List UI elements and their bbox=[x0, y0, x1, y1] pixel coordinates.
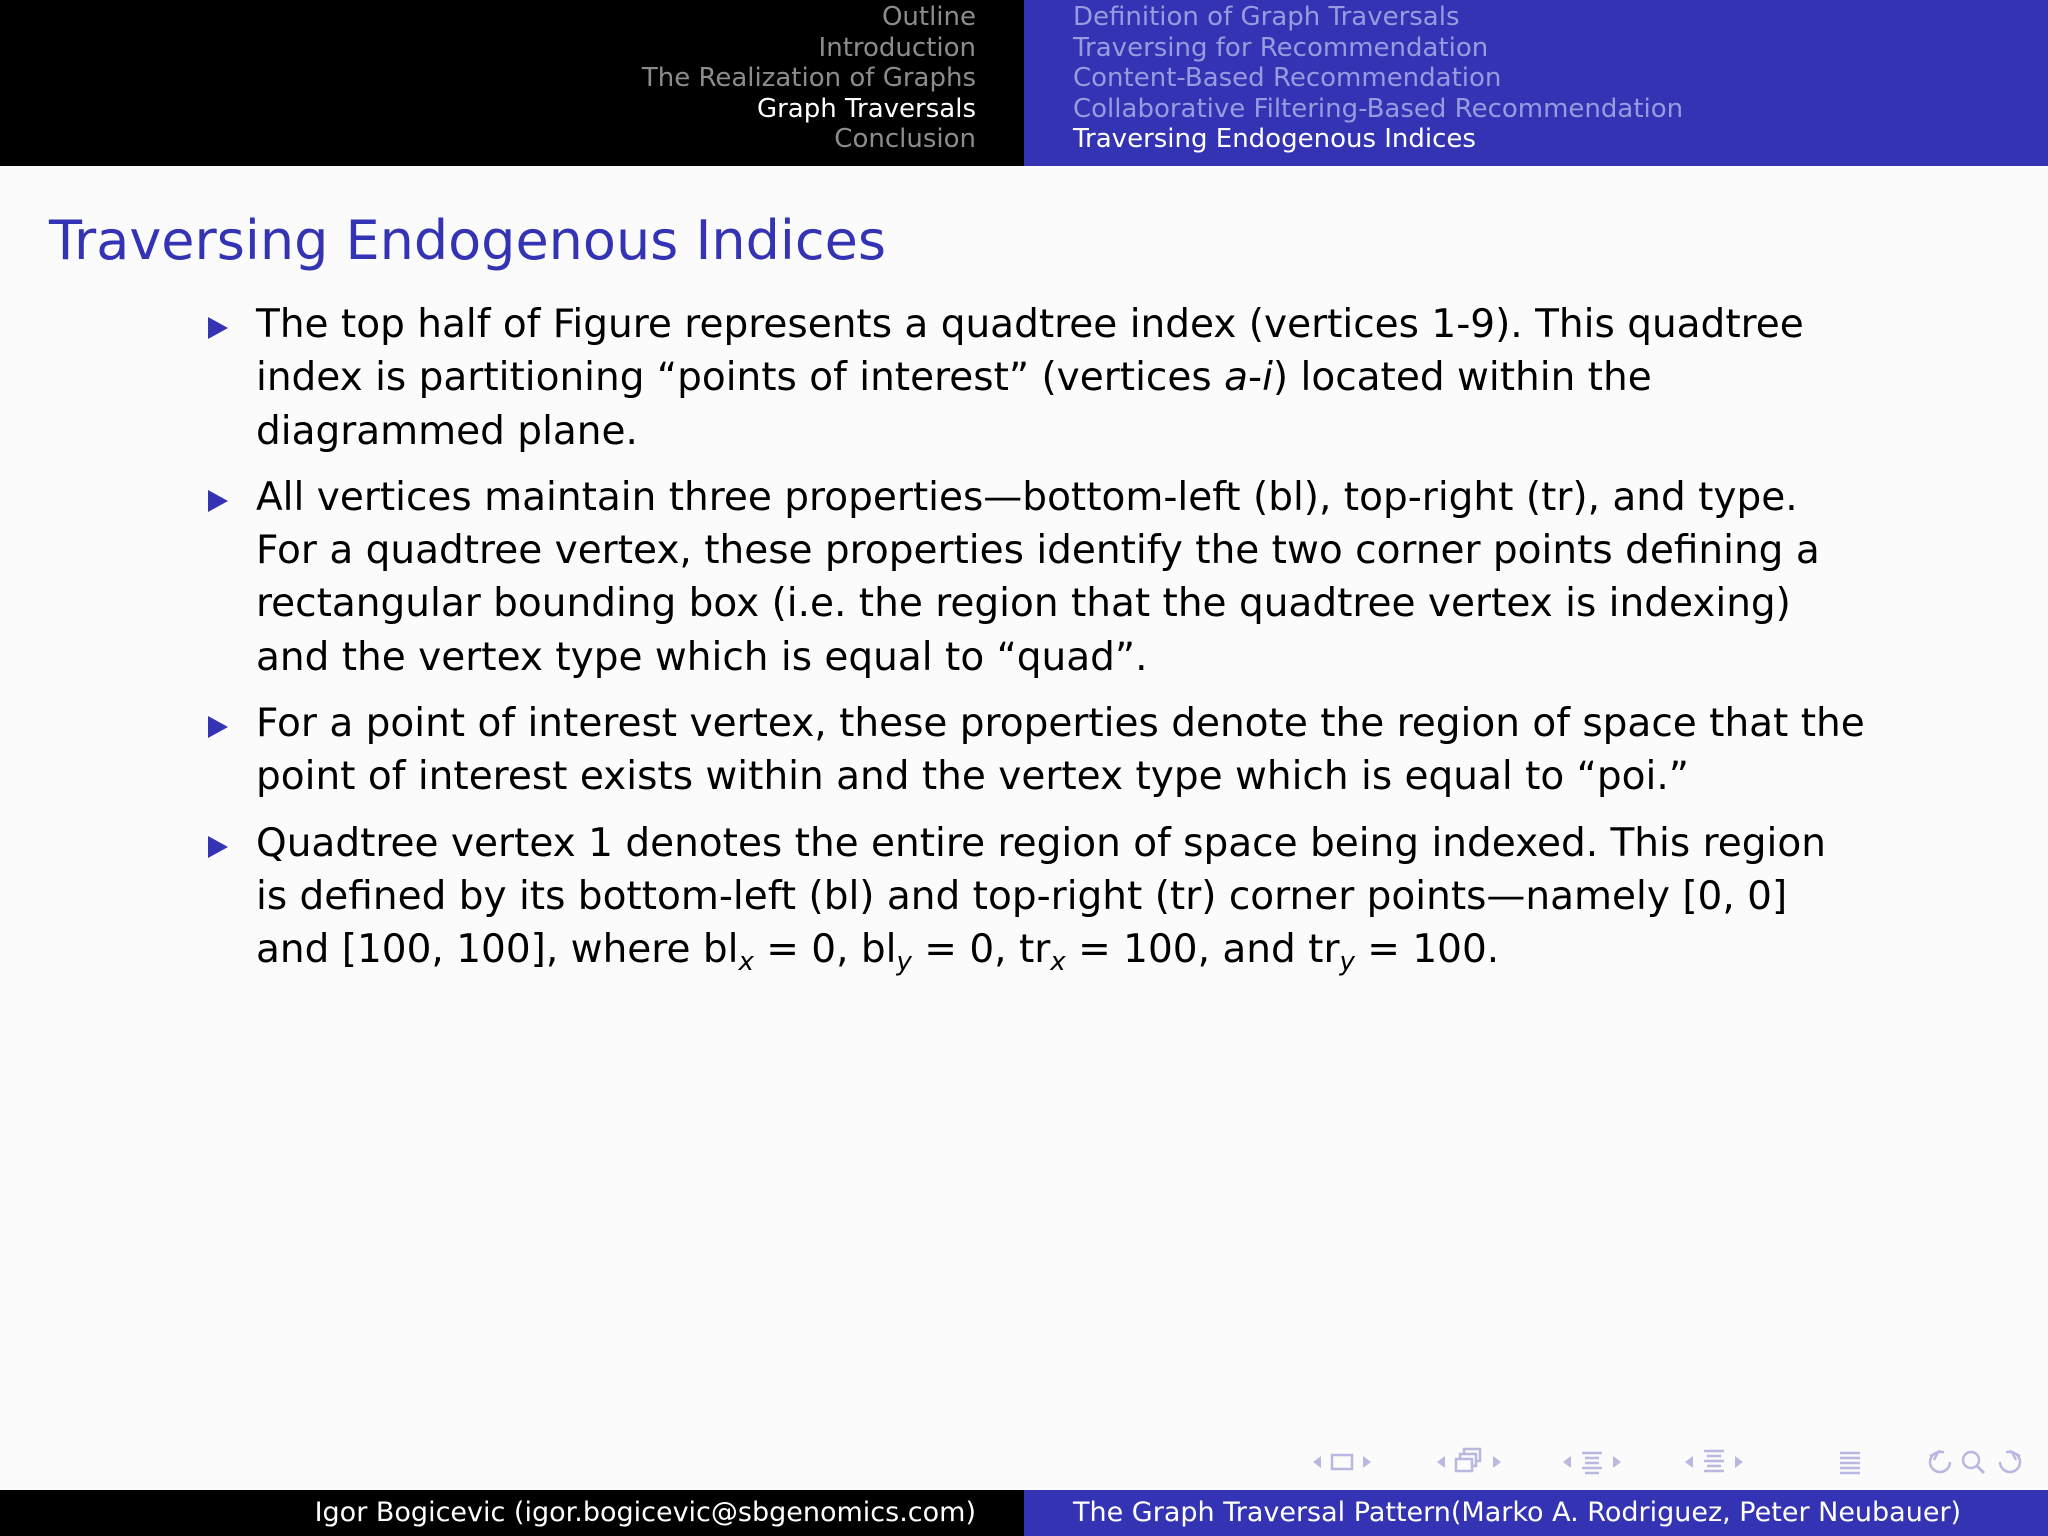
line-text: = 0, tr bbox=[911, 927, 1051, 973]
section-link-realization-of-graphs[interactable]: The Realization of Graphs bbox=[641, 63, 976, 93]
bullet-text bbox=[256, 471, 1900, 684]
bullet-triangle-icon bbox=[208, 490, 228, 512]
line-text: = 0, bl bbox=[753, 927, 897, 973]
subsection-icon[interactable] bbox=[1452, 1444, 1486, 1480]
subsection-navigation bbox=[1024, 0, 2048, 166]
frame-icon[interactable] bbox=[1328, 1444, 1356, 1480]
section-link-conclusion[interactable]: Conclusion bbox=[834, 124, 976, 154]
subscript-x: x bbox=[1050, 947, 1066, 978]
bullet-item bbox=[200, 697, 1900, 804]
subsection-link-endogenous-indices[interactable]: Traversing Endogenous Indices bbox=[1073, 124, 1476, 154]
slide-title: Traversing Endogenous Indices bbox=[49, 209, 886, 272]
footer-bar bbox=[0, 1490, 2048, 1536]
line-text: rectangular bounding box (i.e. the region that the quadtree vertex is indexing) bbox=[256, 581, 1791, 627]
subscript-x: x bbox=[738, 947, 754, 978]
line-text: ) located within the bbox=[1272, 355, 1652, 401]
subscript-y: y bbox=[896, 947, 912, 978]
line-text: For a quadtree vertex, these properties identify the two corner points defining a bbox=[256, 528, 1820, 574]
line-text: The top half of Figure represents a quadtree index (vertices 1-9). This quadtree bbox=[256, 302, 1804, 347]
subscript-y: y bbox=[1339, 947, 1355, 978]
subsection-link-definition[interactable]: Definition of Graph Traversals bbox=[1073, 2, 1460, 32]
subsection-list bbox=[1073, 2, 1683, 155]
bullet-text bbox=[256, 298, 1900, 458]
line-text: and [100, 100], where bl bbox=[256, 927, 739, 973]
bullet-list bbox=[200, 298, 1900, 990]
frame-next-icon[interactable] bbox=[1360, 1444, 1374, 1480]
bullet-triangle-icon bbox=[208, 317, 228, 339]
frame-prev-icon[interactable] bbox=[1310, 1444, 1324, 1480]
vertex-label-a: a bbox=[1224, 355, 1248, 401]
subsection-prev-icon[interactable] bbox=[1434, 1444, 1448, 1480]
bullet-triangle-icon bbox=[208, 716, 228, 738]
subsection-link-content-based[interactable]: Content-Based Recommendation bbox=[1073, 63, 1502, 93]
beamer-navigation-symbols bbox=[1310, 1444, 2030, 1480]
line-text: index is partitioning “points of interest” (vertices bbox=[256, 355, 1225, 401]
header-bar bbox=[0, 0, 2048, 166]
footer-author-panel bbox=[0, 1490, 1024, 1536]
line-text: For a point of interest vertex, these properties denote the region of space that the bbox=[256, 701, 1865, 747]
bullet-item bbox=[200, 817, 1900, 977]
section-link-outline[interactable]: Outline bbox=[881, 2, 976, 32]
vertex-label-i: i bbox=[1262, 355, 1273, 401]
line-text: = 100, and tr bbox=[1065, 927, 1340, 973]
outline-icon[interactable] bbox=[1836, 1444, 1864, 1480]
line-text: - bbox=[1247, 355, 1263, 401]
search-icon[interactable] bbox=[1958, 1444, 1990, 1480]
line-text: All vertices maintain three properties—bottom-left (bl), top-right (tr), and type. bbox=[256, 474, 1798, 520]
doc-icon[interactable] bbox=[1700, 1444, 1728, 1480]
section-link-graph-traversals[interactable]: Graph Traversals bbox=[756, 93, 976, 124]
section-icon[interactable] bbox=[1578, 1444, 1606, 1480]
line-text: = 100. bbox=[1354, 927, 1500, 973]
section-next-icon[interactable] bbox=[1610, 1444, 1624, 1480]
subsection-link-traversing-recommendation[interactable]: Traversing for Recommendation bbox=[1073, 32, 1489, 63]
doc-prev-icon[interactable] bbox=[1682, 1444, 1696, 1480]
section-list bbox=[642, 2, 976, 155]
bullet-item bbox=[200, 471, 1900, 684]
footer-author: Igor Bogicevic (igor.bogicevic@sbgenomics.com) bbox=[314, 1497, 976, 1528]
section-navigation bbox=[0, 0, 1024, 166]
doc-next-icon[interactable] bbox=[1732, 1444, 1746, 1480]
line-text: Quadtree vertex 1 denotes the entire region of space being indexed. This region bbox=[256, 820, 1826, 866]
line-text: diagrammed plane. bbox=[256, 408, 638, 454]
line-text: point of interest exists within and the vertex type which is equal to “poi.” bbox=[256, 754, 1689, 800]
line-text: and the vertex type which is equal to “quad”. bbox=[256, 634, 1148, 680]
footer-title: The Graph Traversal Pattern(Marko A. Rodriguez, Peter Neubauer) bbox=[1073, 1497, 1962, 1528]
back-icon[interactable] bbox=[1924, 1444, 1956, 1480]
bullet-item bbox=[200, 298, 1900, 458]
bullet-text bbox=[256, 697, 1900, 804]
line-text: is defined by its bottom-left (bl) and top-right (tr) corner points—namely [0, 0] bbox=[256, 873, 1788, 919]
bullet-triangle-icon bbox=[208, 836, 228, 858]
subsection-next-icon[interactable] bbox=[1490, 1444, 1504, 1480]
section-link-introduction[interactable]: Introduction bbox=[818, 32, 976, 63]
section-prev-icon[interactable] bbox=[1560, 1444, 1574, 1480]
footer-title-panel bbox=[1024, 1490, 2048, 1536]
forward-icon[interactable] bbox=[1994, 1444, 2026, 1480]
bullet-text bbox=[256, 817, 1900, 977]
subsection-link-collaborative-filtering[interactable]: Collaborative Filtering-Based Recommendation bbox=[1073, 93, 1684, 124]
